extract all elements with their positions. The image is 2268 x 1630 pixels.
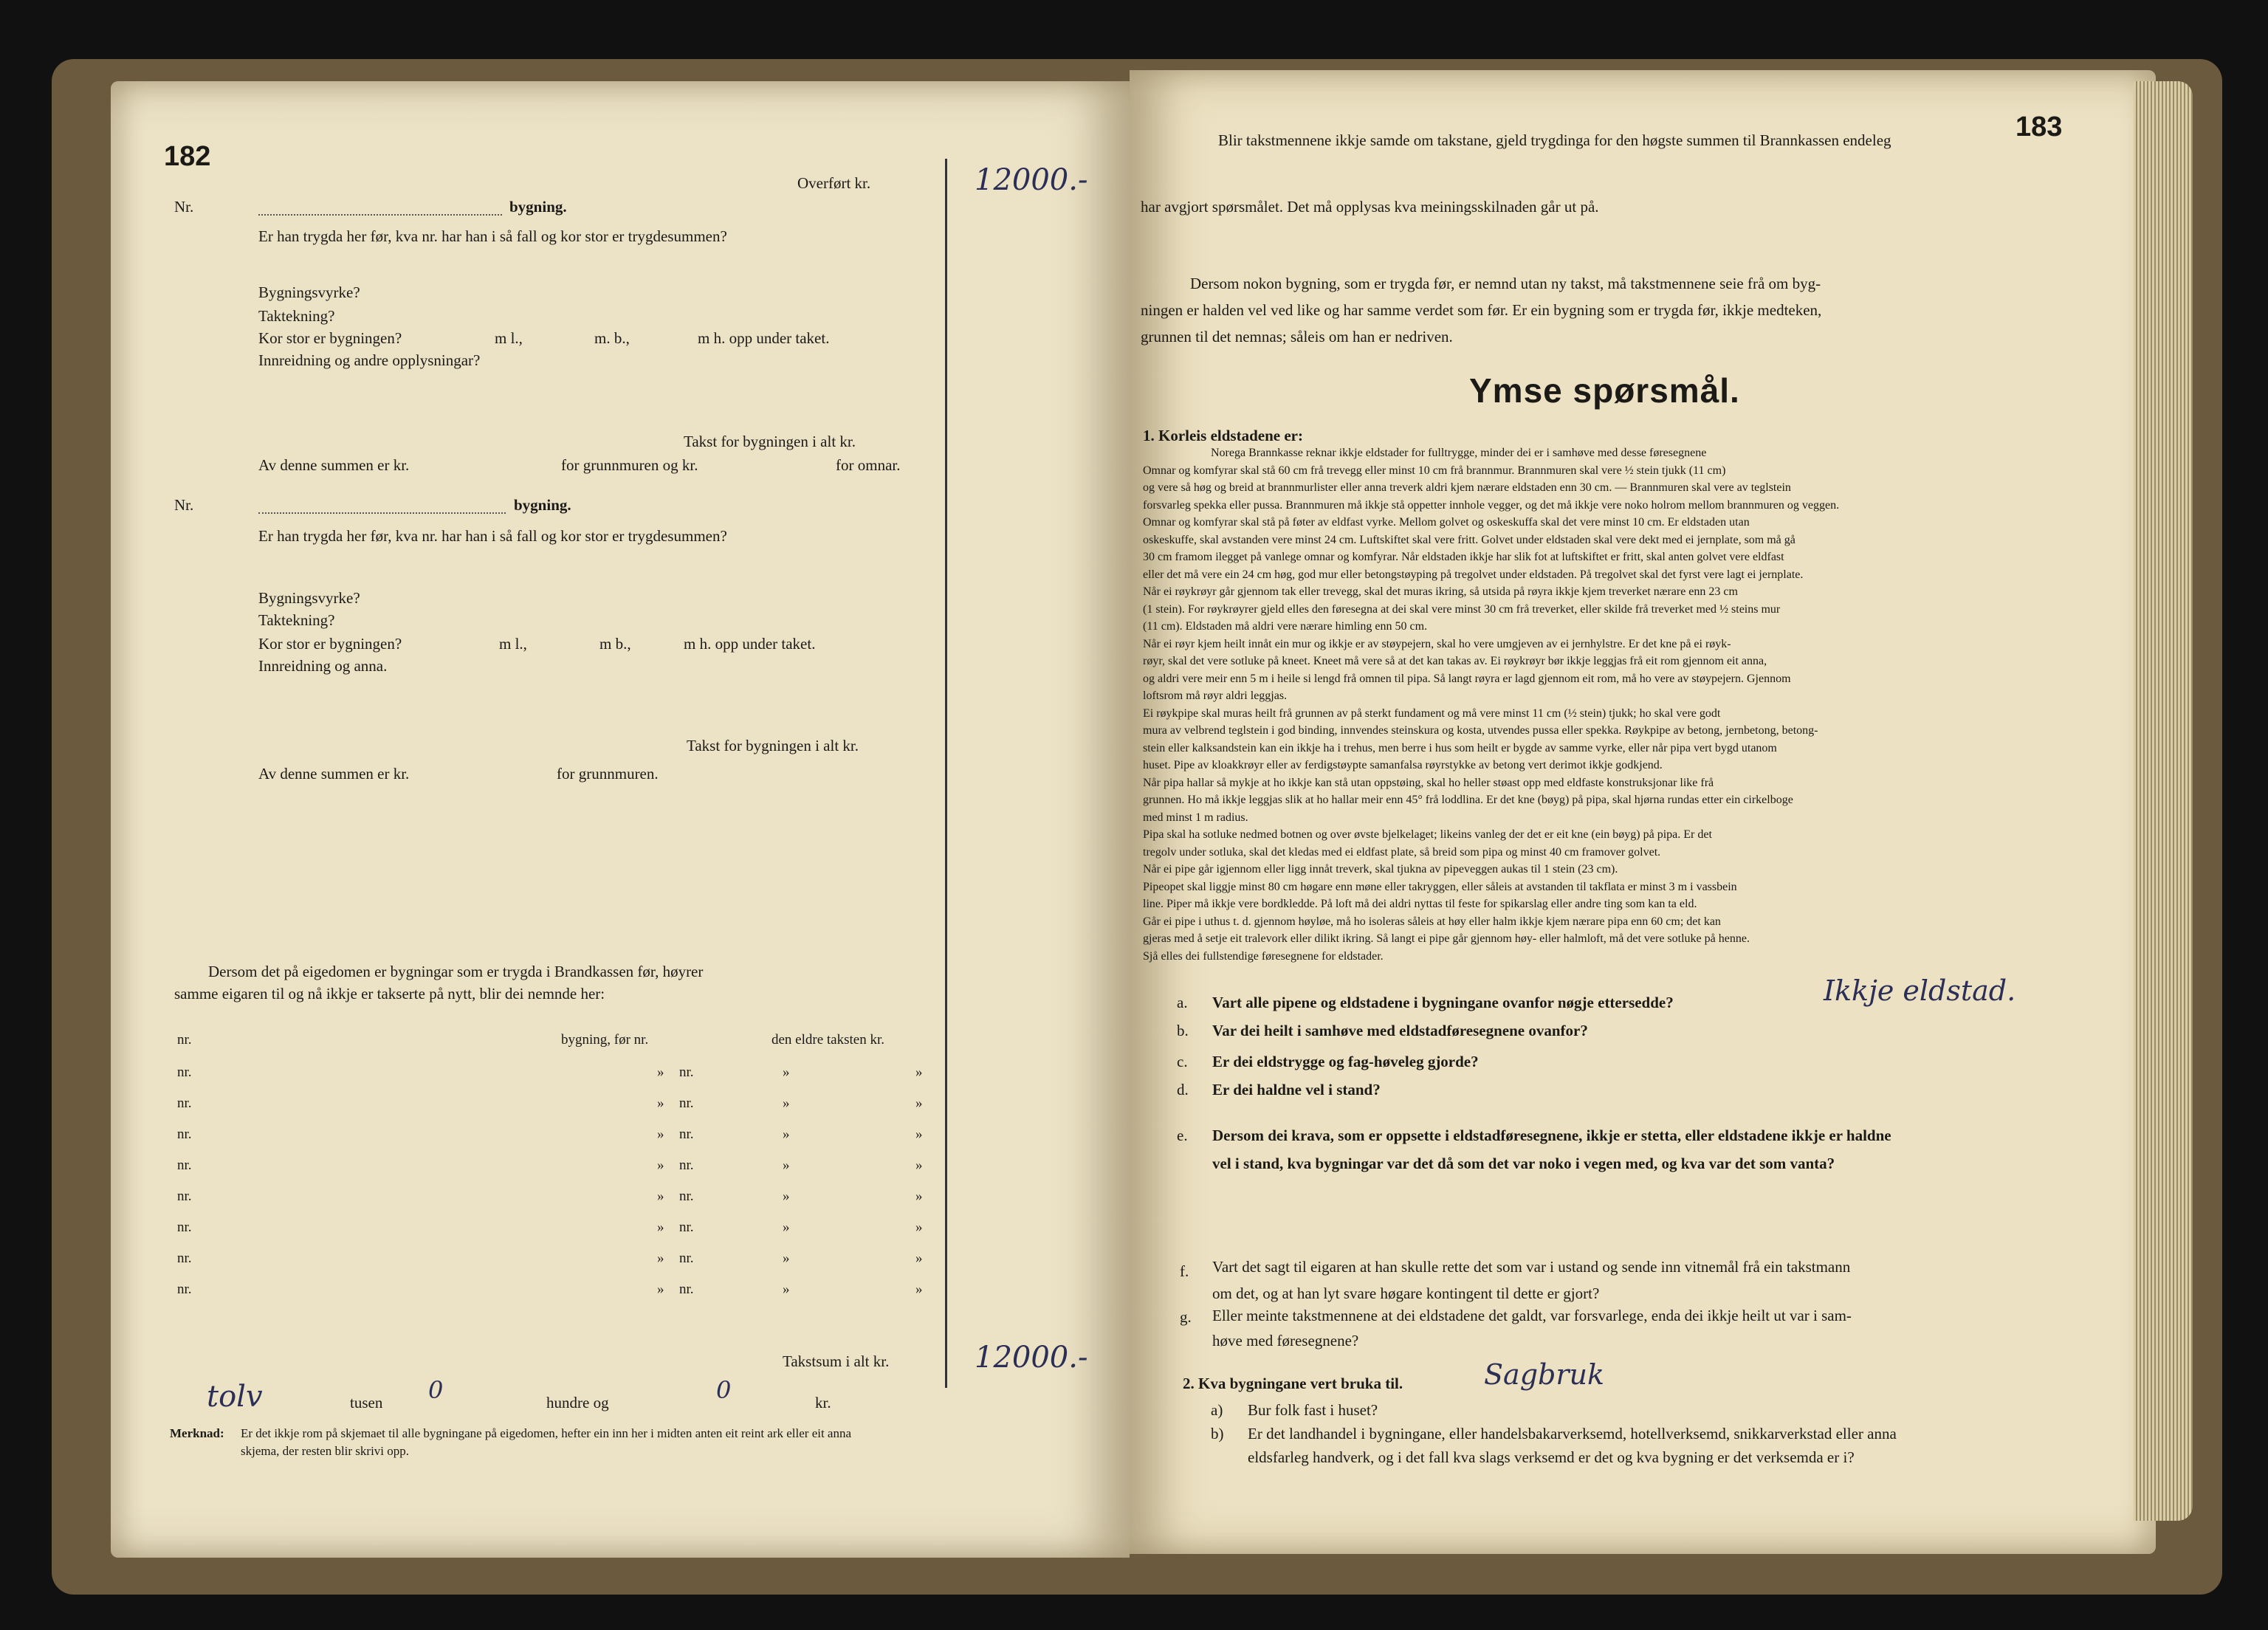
b1-question: Er han trygda her før, kva nr. har han i så fall og kor stor er trygdesummen? — [258, 227, 727, 245]
row-cell: nr. — [679, 1096, 694, 1111]
rule-line: Omnar og komfyrar skal stå 60 cm frå trevegg eller minst 10 cm frå brannmur. Brannmuren skal vere ½ stein tjukk (11 cm) — [1143, 464, 1726, 477]
row-cell: » — [783, 1282, 790, 1297]
rule-line: og aldri vere meir enn 5 m i heile si lengd frå omnen til pipa. Så langt røyra er lagd gjennom eit rom, må ho vere av støypejern. Gjennom — [1143, 672, 1791, 685]
row-cell: » — [783, 1189, 790, 1204]
b1-nr-line — [258, 214, 502, 216]
qa-letter: a. — [1177, 994, 1188, 1011]
row-cell: » — [915, 1158, 923, 1173]
sum-in-words-tusen: tusen — [350, 1394, 383, 1411]
row-cell: » — [915, 1127, 923, 1142]
qg-letter: g. — [1180, 1308, 1192, 1326]
rule-line: grunnen. Ho må ikkje leggjas slik at ho hallar meir enn 45° frå loddlina. Er det kne (bøyg) på pipa, skal hjørna rundas etter ein cirkelboge — [1143, 794, 1793, 806]
qb-question: Var dei heilt i samhøve med eldstadføresegnene ovanfor? — [1212, 1022, 1588, 1039]
rule-line: Når ei røyr kjem heilt innåt ein mur og ikkje er av støypejern, skal ho vere umgjeven av ei jernhylstre. Er det kne på ei røyk- — [1143, 637, 1731, 650]
b2-mh-label: m h. opp under taket. — [684, 635, 816, 653]
row-cell: nr. — [679, 1065, 694, 1080]
b2-question: Er han trygda her før, kva nr. har han i så fall og kor stor er trygdesummen? — [258, 527, 727, 545]
rule-line: Omnar og komfyrar skal stå på føter av eldfast vyrke. Mellom golvet og oskeskuffa skal det vere minst 10 cm. Er eldstaden utan — [1143, 516, 1750, 529]
qd-letter: d. — [1177, 1081, 1189, 1098]
qe-line-1: Dersom dei krava, som er oppsette i eldstadføresegnene, ikkje er stetta, eller eldstadene ikkje er haldne — [1212, 1127, 1891, 1144]
b2-nr-label: Nr. — [174, 496, 194, 514]
sum-in-words-hundre: hundre og — [546, 1394, 609, 1411]
qc-question: Er dei eldstrygge og fag-høveleg gjorde? — [1212, 1053, 1479, 1070]
rule-line: med minst 1 m radius. — [1143, 811, 1248, 824]
b1-stor-label: Kor stor er bygningen? — [258, 329, 402, 347]
rule-line: eller det må vere ein 24 cm høg, god mur eller betongstøyping på tregolvet under eldstaden. På tregolvet skal det fyrst vere lagt ei jernplate. — [1143, 568, 1804, 581]
qc-letter: c. — [1177, 1053, 1188, 1070]
dersom-right-2: ningen er halden vel ved like og har samme verdet som før. Er ein bygning som er trygda før, ikkje medteken, — [1141, 301, 1822, 319]
row-cell: » — [657, 1065, 664, 1080]
row-cell: » — [915, 1220, 923, 1235]
overfort-value: 12000.- — [975, 163, 1088, 197]
q2-answer: Sagbruk — [1484, 1358, 1605, 1391]
row-cell: » — [657, 1282, 664, 1297]
rule-line: mura av velbrend teglstein i god binding, innvendes steinskura og kosta, utvendes pussa eller spekka. Røykpipe av betong, jernbetong, betong- — [1143, 724, 1818, 737]
dersom-line-2: samme eigaren til og nå ikkje er takserte på nytt, blir dei nemnde her: — [174, 985, 605, 1003]
qa-question: Vart alle pipene og eldstadene i bygningane ovanfor nøgje ettersedde? — [1212, 994, 1674, 1011]
b2-grunn-label: for grunnmuren. — [557, 765, 659, 783]
b1-grunn-label: for grunnmuren og kr. — [561, 456, 698, 474]
row-cell: » — [915, 1282, 923, 1297]
row-cell: » — [783, 1251, 790, 1266]
b2-takst-label: Takst for bygningen i alt kr. — [687, 737, 859, 754]
rule-line: røyr, skal det vere sotluke på kneet. Kneet må vere så at det kan takas av. Ei røykrøyr bør ikkje leggjas frå eit rom gjennom eit anna, — [1143, 655, 1767, 667]
row-cell: » — [657, 1189, 664, 1204]
b2-vyrke-label: Bygningsvyrke? — [258, 589, 360, 607]
rule-line: Norega Brannkasse reknar ikkje eldstader for fulltrygge, minder dei er i samhøve med desse føresegnene — [1211, 447, 1707, 459]
sum-in-words-zero-2: 0 — [716, 1376, 732, 1404]
b2-av-label: Av denne summen er kr. — [258, 765, 410, 783]
rule-line: oskeskuffe, skal avstanden vere minst 24 cm. Luftskiftet skal vere fritt. Golvet under eldstaden skal vere dekt med ei jernplate, som må gå — [1143, 533, 1796, 546]
b1-vyrke-label: Bygningsvyrke? — [258, 283, 360, 301]
row-cell: » — [783, 1158, 790, 1173]
row-cell: nr. — [679, 1282, 694, 1297]
row-cell: » — [657, 1158, 664, 1173]
rule-line: Sjå elles dei fullstendige føresegnene for eldstader. — [1143, 949, 1384, 963]
row-cell: » — [915, 1189, 923, 1204]
b2-nr-line — [258, 512, 506, 514]
b2-taktekning-label: Taktekning? — [258, 611, 335, 629]
rule-line: 30 cm framom ilegget på vanlege omnar og komfyrar. Når eldstaden ikkje har slik fot at luftskiftet er fritt, skal anten golvet vere eldfast — [1143, 551, 1784, 563]
dersom-right-3: grunnen til det nemnas; såleis om han er nedriven. — [1141, 328, 1453, 345]
dersom-line-1: Dersom det på eigedomen er bygningar som er trygda i Brandkassen før, høyrer — [208, 963, 704, 980]
b2-innreidning-label: Innreidning og anna. — [258, 657, 388, 675]
left-page-number: 182 — [164, 141, 211, 172]
row-cell: » — [783, 1096, 790, 1111]
rule-line: Ei røykpipe skal muras heilt frå grunnen av på sterkt fundament og må vere minst 11 cm (½ stein) tjukk; ho skal vere godt — [1143, 706, 1721, 720]
qb-letter: b. — [1177, 1022, 1189, 1039]
b2-mb-label: m b., — [599, 635, 631, 653]
amount-column-line — [945, 159, 947, 1388]
row-cell: » — [915, 1065, 923, 1080]
merknad-line-1: Er det ikkje rom på skjemaet til alle bygningane på eigedomen, hefter ein inn her i midten anten eit reint ark eller eit anna — [241, 1426, 852, 1440]
row-cell: nr. — [177, 1251, 192, 1266]
section-heading: Ymse spørsmål. — [1469, 371, 1740, 410]
merknad-line-2: skjema, der resten blir skrivi opp. — [241, 1444, 410, 1458]
dersom-right-1: Dersom nokon bygning, som er trygda før, er nemnd utan ny takst, må takstmennene seie frå om byg- — [1190, 275, 1821, 292]
takstsum-label: Takstsum i alt kr. — [783, 1352, 890, 1370]
b1-innreidning-label: Innreidning og andre opplysningar? — [258, 351, 481, 369]
b2-ml-label: m l., — [499, 635, 527, 653]
b1-ml-label: m l., — [495, 329, 523, 347]
page-edges — [2134, 81, 2193, 1521]
rule-line: Pipa skal ha sotluke nedmed botnen og over øvste bjelkelaget; likeins vanleg der det er eit kne (ein bøyg) på pipa. Er det — [1143, 828, 1712, 841]
q1-label: 1. Korleis eldstadene er: — [1143, 427, 1303, 444]
rule-line: Når ei pipe går igjennom eller ligg innåt treverk, skal tjukna av pipeveggen aukas til 1 stein (23 cm). — [1143, 863, 1618, 876]
row-cell: nr. — [177, 1189, 192, 1204]
rule-line: (11 cm). Eldstaden må aldri vere nærare himling enn 50 cm. — [1143, 620, 1428, 633]
row-cell: » — [783, 1220, 790, 1235]
row-cell: » — [657, 1220, 664, 1235]
rule-line: Går ei pipe i uthus t. d. gjennom høyløe, må ho isoleras såleis at høy eller halm ikkje kjem nærare pipa enn 60 cm; det kan — [1143, 915, 1721, 928]
rule-line: loftsrom må røyr aldri leggjas. — [1143, 690, 1288, 702]
row-cell: nr. — [679, 1251, 694, 1266]
row-cell: nr. — [177, 1220, 192, 1235]
b1-omnar-label: for omnar. — [836, 456, 901, 474]
row-cell: nr. — [177, 1158, 192, 1173]
qf-line-1: Vart det sagt til eigaren at han skulle rette det som var i ustand og sende inn vitnemål frå ein takstmann — [1212, 1258, 1851, 1276]
row-cell: nr. — [177, 1282, 192, 1297]
right-page-number: 183 — [2016, 111, 2063, 142]
rule-line: (1 stein). For røykrøyrer gjeld elles den føresegna at dei skal vere minst 30 cm frå treverket, eller skilde frå treverket med ½ steins mur — [1143, 602, 1781, 616]
b1-mh-label: m h. opp under taket. — [698, 329, 830, 347]
qf-line-2: om det, og at han lyt svare høgare kontingent til dette er gjort? — [1212, 1285, 1600, 1302]
q2b-letter: b) — [1211, 1425, 1224, 1442]
row-cell: » — [783, 1065, 790, 1080]
rule-line: forsvarleg spekka eller pussa. Brannmuren må ikkje stå oppetter innhole vegger, og det må ikkje vere noko holrom mellom brannmuren og veggen. — [1143, 498, 1840, 512]
qe-line-2: vel i stand, kva bygningar var det då som det var noko i vegen med, og kva var det som vanta? — [1212, 1155, 1835, 1172]
row-cell: nr. — [679, 1127, 694, 1142]
row-cell: » — [915, 1251, 923, 1266]
merknad-label: Merknad: — [170, 1426, 224, 1440]
row-cell: » — [783, 1127, 790, 1142]
q2-label: 2. Kva bygningane vert bruka til. — [1183, 1375, 1403, 1392]
row-cell: nr. — [177, 1127, 192, 1142]
qg-line-1: Eller meinte takstmennene at dei eldstadene det galdt, var forsvarlege, enda dei ikkje heilt ut var i sam- — [1212, 1307, 1852, 1324]
rule-line: gjeras med å setje eit tralevork eller dilikt ikring. Så langt ei pipe går gjennom høy- eller halmloft, må det vere sotluke på henne. — [1143, 932, 1750, 945]
qf-letter: f. — [1180, 1262, 1189, 1280]
takstsum-value: 12000.- — [975, 1341, 1088, 1375]
qg-line-2: høve med føresegnene? — [1212, 1332, 1359, 1349]
qe-letter: e. — [1177, 1127, 1188, 1144]
sum-in-words-kr: kr. — [815, 1394, 831, 1411]
intro-line-1: Blir takstmennene ikkje samde om takstane, gjeld trygdinga for den høgste summen til Brannkassen endeleg — [1218, 131, 1891, 149]
rule-line: tregolv under sotluka, skal det kledas med ei eldfast plate, så breid som pipa og minst 40 cm framover golvet. — [1143, 845, 1661, 859]
row-cell: » — [657, 1251, 664, 1266]
b1-taktekning-label: Taktekning? — [258, 307, 335, 325]
qa-answer: Ikkje eldstad. — [1824, 974, 2016, 1007]
b1-av-label: Av denne summen er kr. — [258, 456, 410, 474]
rule-line: Pipeopet skal liggje minst 80 cm høgare enn møne eller takryggen, eller såleis at avstanden til takflata er minst 3 m i vassbein — [1143, 880, 1737, 893]
q2b-line-2: eldsfarleg handverk, og i det fall kva slags verksemd er det og kva bygning er det verksemda er i? — [1248, 1448, 1855, 1466]
q2a-letter: a) — [1211, 1401, 1223, 1419]
row-cell: nr. — [679, 1189, 694, 1204]
qd-question: Er dei haldne vel i stand? — [1212, 1081, 1381, 1098]
b2-stor-label: Kor stor er bygningen? — [258, 635, 402, 653]
row-cell: » — [915, 1096, 923, 1111]
row-cell: nr. — [679, 1220, 694, 1235]
b1-bygning-label: bygning. — [509, 198, 567, 216]
b1-mb-label: m. b., — [594, 329, 630, 347]
sum-in-words-zero-1: 0 — [428, 1376, 444, 1404]
rule-line: huset. Pipe av kloakkrøyr eller av ferdigstøypte samanfalsa røyrstykke av betong vert derimot ikkje godkjend. — [1143, 759, 1663, 771]
b2-bygning-label: bygning. — [514, 496, 571, 514]
rule-line: Når pipa hallar så mykje at ho ikkje kan stå utan oppstøing, skal ho heller støast opp med eldfaste konstruksjonar like frå — [1143, 776, 1714, 789]
row-cell: » — [657, 1096, 664, 1111]
left-page — [111, 81, 1130, 1558]
sum-in-words-tolv: tolv — [207, 1380, 263, 1414]
rule-line: stein eller kalksandstein kan ein ikkje ha i trehus, men berre i hus som heilt er bygde av samme vyrke, eller når pipa vert bygd utanom — [1143, 741, 1777, 754]
b1-nr-label: Nr. — [174, 198, 194, 216]
q2b-line-1: Er det landhandel i bygningane, eller handelsbakarverksemd, hotellverksemd, snikkarverkstad eller anna — [1248, 1425, 1897, 1442]
rule-line: Når ei røykrøyr går gjennom tak eller trevegg, skal det muras ikring, så utsida på røyra ikkje kjem treverket nærare enn 23 cm — [1143, 585, 1738, 598]
row-cell: » — [657, 1127, 664, 1142]
intro-line-2: har avgjort spørsmålet. Det må opplysas kva meiningsskilnaden går ut på. — [1141, 198, 1599, 216]
row-cell: nr. — [177, 1065, 192, 1080]
b1-takst-label: Takst for bygningen i alt kr. — [684, 433, 856, 450]
q2a-question: Bur folk fast i huset? — [1248, 1401, 1378, 1419]
overfort-label: Overført kr. — [797, 174, 871, 192]
row-cell: nr. — [177, 1096, 192, 1111]
rule-line: line. Piper må ikkje vere bordkledde. På loft må dei aldri nyttas til feste for spikarslag eller andre ting som kan ta eld. — [1143, 898, 1697, 910]
row-cell: nr. — [679, 1158, 694, 1173]
rule-line: og vere så høg og breid at brannmurlister eller anna treverk aldri kjem nærare eldstaden enn 30 cm. — Brannmuren skal vere av teglstein — [1143, 481, 1791, 494]
